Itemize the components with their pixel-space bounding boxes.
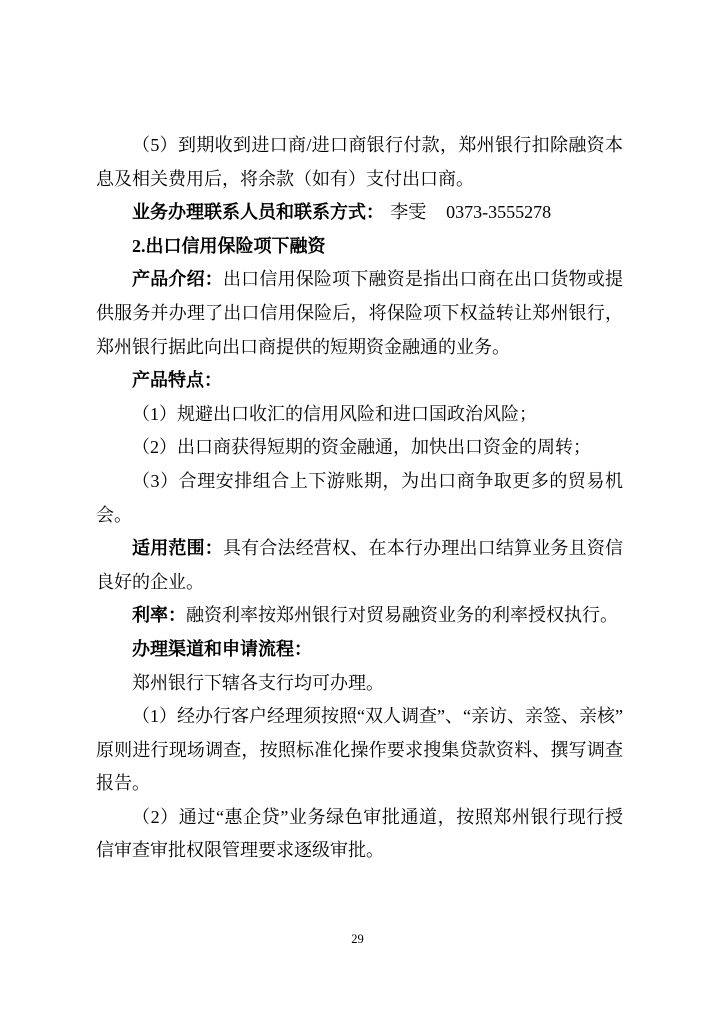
rate-label: 利率： [132, 605, 186, 626]
paragraph-step5 [96, 129, 623, 196]
features-heading: 产品特点： [132, 370, 222, 391]
document-body [96, 129, 623, 868]
contact-line [96, 196, 623, 230]
contact-person: 李雯 [390, 202, 427, 223]
feature-item-2 [96, 431, 623, 465]
intro-label: 产品介绍： [132, 269, 223, 290]
process-text: （2）通过“惠企贷”业务绿色审批通道，按照郑州银行现行授信审查审批权限管理要求逐级审批。 [96, 806, 623, 861]
paragraph-scope [96, 532, 623, 599]
feature-item-1 [96, 398, 623, 432]
feature-text: （1）规避出口收汇的信用风险和进口国政治风险； [132, 403, 537, 424]
paragraph-rate [96, 599, 623, 633]
page-number: 29 [351, 932, 364, 946]
feature-text: （2）出口商获得短期的资金融通，加快出口资金的周转； [132, 437, 591, 458]
section-heading: 2.出口信用保险项下融资 [132, 235, 326, 256]
paragraph-text: （5）到期收到进口商/进口商银行付款，郑州银行扣除融资本息及相关费用后，将余款（如有）支付出口商。 [96, 135, 623, 189]
feature-item-3 [96, 465, 623, 532]
process-item-1 [96, 700, 623, 801]
feature-text: （3）合理安排组合上下游账期，为出口商争取更多的贸易机会。 [96, 470, 623, 525]
rate-text: 融资利率按郑州银行对贸易融资业务的利率授权执行。 [186, 605, 618, 626]
contact-label: 业务办理联系人员和联系方式： [132, 202, 384, 223]
scope-label: 适用范围： [132, 538, 223, 559]
process-item-2 [96, 801, 623, 868]
process-heading: 办理渠道和申请流程： [132, 638, 312, 659]
process-item-0 [96, 667, 623, 701]
process-text: （1）经办行客户经理须按照“双人调查”、“亲访、亲签、亲核”原则进行现场调查，按照标准化操作要求搜集贷款资料、撰写调查报告。 [96, 706, 623, 794]
scope-text: 具有合法经营权、在本行办理出口结算业务且资信良好的企业。 [96, 538, 624, 592]
intro-text: 出口信用保险项下融资是指出口商在出口货物或提供服务并办理了出口信用保险后，将保险项下权益转让郑州银行，郑州银行据此向出口商提供的短期资金融通的业务。 [96, 269, 624, 357]
process-text: 郑州银行下辖各支行均可办理。 [132, 672, 384, 693]
contact-phone: 0373-3555278 [446, 202, 552, 223]
paragraph-product-intro [96, 263, 623, 364]
